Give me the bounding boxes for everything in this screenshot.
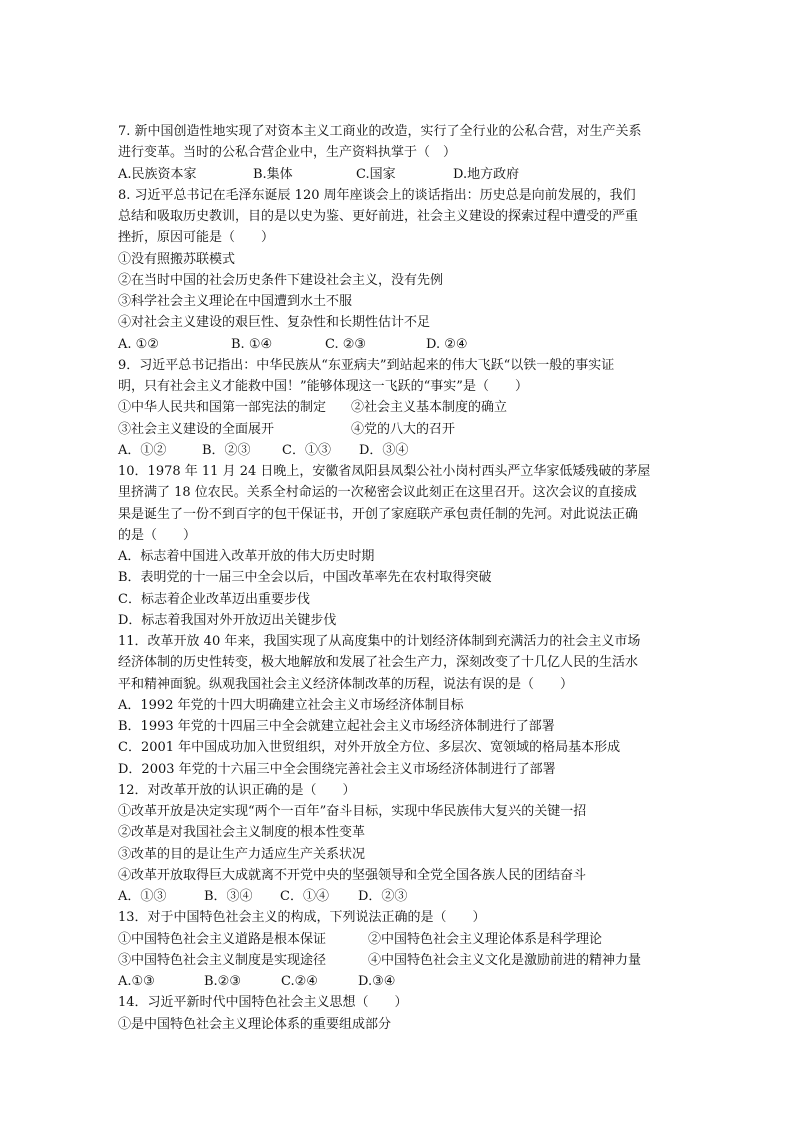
question-line: D．2003 年党的十六届三中全会围绕完善社会主义市场经济体制进行了部署 — [118, 761, 556, 777]
question-line: A．标志着中国进入改革开放的伟大历史时期 — [118, 549, 375, 564]
question-9 — [118, 355, 678, 461]
question-line: 平和精神面貌。纵观我国社会主义经济体制改革的历程，说法有误的是（ ） — [118, 676, 574, 692]
question-line: 14．习近平新时代中国特色社会主义思想（ ） — [118, 995, 408, 1011]
answer-option: D．②③ — [358, 889, 408, 904]
question-line: A．1992 年党的十四大明确建立社会主义市场经济体制目标 — [118, 697, 464, 713]
answer-option: B. ①④ — [231, 336, 273, 352]
answer-option: D.③④ — [358, 974, 396, 989]
question-line: ②在当时中国的社会历史条件下建设社会主义，没有先例 — [118, 272, 444, 288]
statement-item: ④党的八大的召开 — [351, 421, 456, 437]
answer-option: A.①③ — [118, 974, 155, 989]
question-10 — [118, 461, 678, 631]
question-line: 经济体制的历史性转变，极大地解放和发展了社会生产力，深刻改变了十几亿人民的生活水 — [118, 655, 639, 671]
answer-option: B．③④ — [204, 889, 253, 904]
answer-option: A．①② — [118, 442, 167, 458]
question-line: 果是诞生了一份不到百字的包干保证书，开创了家庭联产承包责任制的先河。对此说法正确 — [118, 506, 639, 522]
question-line: ①改革开放是决定实现“两个一百年”奋斗目标，实现中华民族伟大复兴的关键一招 — [118, 804, 587, 819]
question-14 — [118, 992, 678, 1035]
options-row — [118, 971, 678, 992]
answer-option: B.②③ — [204, 974, 241, 989]
question-8 — [118, 185, 678, 355]
question-line: ④对社会主义建设的艰巨性、复杂性和长期性估计不足 — [118, 315, 431, 331]
statement-row — [118, 950, 678, 971]
answer-option: D.地方政府 — [453, 166, 520, 182]
answer-option: C．①③ — [282, 442, 331, 458]
answer-option: A.民族资本家 — [118, 166, 197, 182]
answer-option: B.集体 — [253, 166, 293, 182]
question-line: 挫折，原因可能是（ ） — [118, 230, 275, 246]
statement-item: ②中国特色社会主义理论体系是科学理论 — [368, 931, 603, 947]
statement-row — [118, 929, 678, 950]
question-line: D．标志着我国对外开放迈出关键步伐 — [118, 612, 337, 628]
question-line: 9．习近平总书记指出：中华民族从“东亚病夫”到站起来的伟大飞跃“以铁一般的事实证 — [118, 357, 615, 373]
answer-option: C．①④ — [280, 889, 329, 904]
question-line: B．表明党的十一届三中全会以后，中国改革率先在农村取得突破 — [118, 570, 492, 586]
question-line: C．标志着企业改革迈出重要步伐 — [118, 591, 310, 607]
statement-item: ①中华人民共和国第一部宪法的制定 — [118, 400, 327, 416]
question-line: 进行变革。当时的公私合营企业中，生产资料执掌于（ ） — [118, 145, 457, 161]
statement-item: ③社会主义建设的全面展开 — [118, 421, 275, 437]
question-7 — [118, 121, 678, 185]
statement-item: ②社会主义基本制度的确立 — [351, 400, 508, 416]
question-line: ③科学社会主义理论在中国遭到水土不服 — [118, 294, 353, 309]
question-line: 总结和吸取历史教训，目的是以史为鉴、更好前进，社会主义建设的探索过程中遭受的严重 — [118, 209, 639, 224]
answer-option: B．②③ — [202, 442, 251, 458]
answer-option: C. ②③ — [325, 336, 367, 352]
question-line: C．2001 年中国成功加入世贸组织，对外开放全方位、多层次、宽领域的格局基本形成 — [118, 740, 621, 756]
statement-item: ①中国特色社会主义道路是根本保证 — [118, 931, 327, 947]
question-line: 明，只有社会主义才能救中国！”能够体现这一飞跃的“事实”是（ ） — [118, 379, 528, 394]
question-line: ③改革的目的是让生产力适应生产关系状况 — [118, 846, 366, 862]
question-line: 的是（ ） — [118, 527, 197, 543]
question-line: 8. 习近平总书记在毛泽东诞辰 120 周年座谈会上的谈话指出：历史总是向前发展的，我们 — [118, 187, 636, 203]
questions-block — [118, 121, 678, 1035]
options-row — [118, 886, 678, 907]
options-row — [118, 334, 678, 355]
answer-option: D. ②④ — [426, 336, 468, 352]
question-line: 11．改革开放 40 年来，我国实现了从高度集中的计划经济体制到充满活力的社会主义市场 — [118, 634, 641, 649]
question-13 — [118, 907, 678, 992]
question-line: ①没有照搬苏联模式 — [118, 251, 236, 267]
answer-option: D．③④ — [359, 442, 409, 458]
question-line: ①是中国特色社会主义理论体系的重要组成部分 — [118, 1016, 392, 1032]
statement-row — [118, 419, 678, 440]
question-line: B．1993 年党的十四届三中全会就建立起社会主义市场经济体制进行了部署 — [118, 719, 555, 734]
question-line: ②改革是对我国社会主义制度的根本性变革 — [118, 825, 366, 841]
options-row — [118, 440, 678, 461]
question-11 — [118, 631, 678, 780]
question-line: 里挤满了 18 位农民。关系全村命运的一次秘密会议此刻正在这里召开。这次会议的直接成 — [118, 485, 637, 501]
statement-row — [118, 397, 678, 418]
answer-option: A．①③ — [118, 889, 167, 904]
question-line: 10．1978 年 11 月 24 日晚上，安徽省凤阳县凤梨公社小岗村西头严立华家低矮残破的茅屋 — [118, 464, 651, 479]
question-line: 12．对改革开放的认识正确的是（ ） — [118, 782, 356, 798]
options-row — [118, 164, 678, 185]
statement-item: ④中国特色社会主义文化是激励前进的精神力量 — [368, 952, 642, 968]
answer-option: C.国家 — [356, 166, 396, 182]
question-12 — [118, 780, 678, 908]
answer-option: A. ①② — [118, 336, 159, 352]
statement-item: ③中国特色社会主义制度是实现途径 — [118, 952, 327, 968]
question-line: 7. 新中国创造性地实现了对资本主义工商业的改造，实行了全行业的公私合营，对生产关系 — [118, 124, 642, 139]
question-line: ④改革开放取得巨大成就离不开党中央的坚强领导和全党全国各族人民的团结奋斗 — [118, 867, 587, 883]
question-line: 13．对于中国特色社会主义的构成，下列说法正确的是（ ） — [118, 910, 486, 926]
answer-option: C.②④ — [281, 974, 318, 989]
